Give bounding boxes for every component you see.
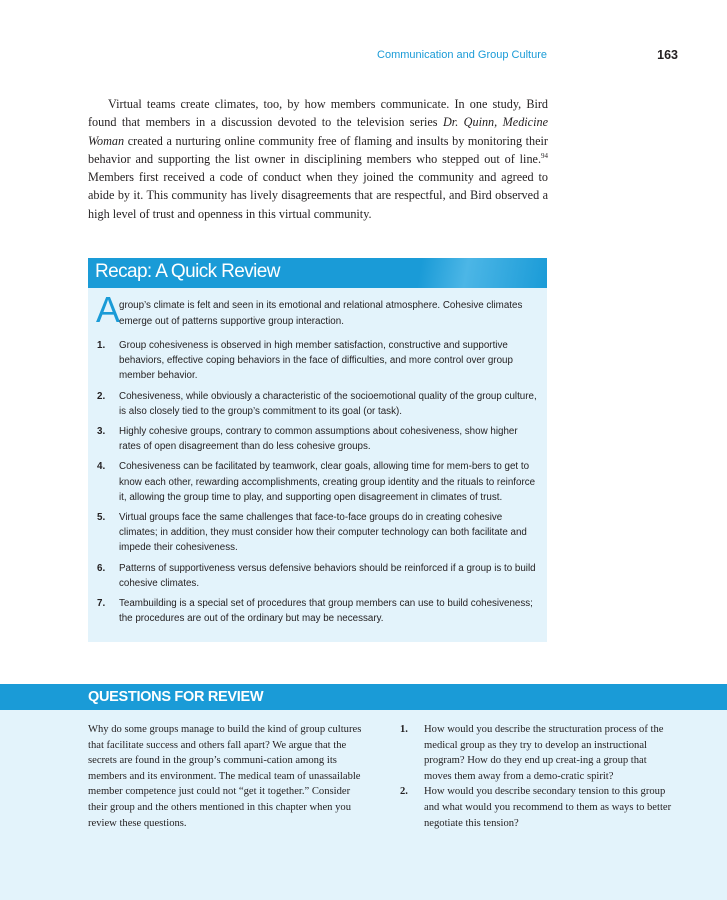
- page-number: 163: [657, 48, 678, 62]
- recap-item-number: 6.: [97, 562, 106, 574]
- question-item: [400, 784, 676, 831]
- recap-item-number: 1.: [97, 340, 106, 351]
- body-text-2: created a nurturing online community free of flaming and insults by monitoring their behavior and supporting the list owner in disciplining members who stepped out of line.: [88, 133, 548, 166]
- question-item: [400, 722, 676, 784]
- recap-item: [88, 459, 547, 505]
- questions-list: [400, 722, 676, 831]
- footnote-ref[interactable]: 94: [541, 151, 548, 160]
- recap-item-number: 5.: [97, 512, 106, 524]
- questions-intro: Why do some groups manage to build the kind of group cultures that facilitate success and others fall apart? We argue that the secrets are found in the group’s communi-cation among its members and its environment. The medical team of unassailable member competence just could not “get it together.” Consider their group and the others mentioned in this chapter when you review these questions.: [88, 724, 362, 829]
- running-title: Communication and Group Culture: [377, 49, 547, 61]
- recap-list: [88, 338, 547, 631]
- recap-intro-text: group’s climate is felt and seen in its emotional and relational atmosphere. Cohesive climates emerge out of patterns supportive group interaction.: [119, 300, 523, 327]
- question-number: 2.: [400, 786, 408, 798]
- recap-item-text: Patterns of supportiveness versus defensive behaviors should be reinforced if a group is to build cohesive climates.: [119, 562, 536, 589]
- recap-item-number: 2.: [97, 390, 106, 402]
- drop-cap: A: [96, 289, 121, 330]
- recap-item-text: Teambuilding is a special set of procedures that group members can use to build cohesiveness; the procedures are out of the ordinary but may be necessary.: [119, 598, 533, 625]
- recap-item: [88, 596, 547, 626]
- recap-item-text: Highly cohesive groups, contrary to common assumptions about cohesiveness, show higher rates of open disagreement than do less cohesive groups.: [119, 426, 518, 453]
- recap-item: [88, 561, 547, 591]
- recap-item: [88, 389, 547, 419]
- recap-box: [88, 258, 547, 642]
- body-text-3: Members first received a code of conduct when they joined the community and agreed to abide by it. This community has lively disagreements that are respectful, and Bird observed a high level of trust and openness in this virtual community.: [88, 170, 548, 221]
- question-text: How would you describe the structuration process of the medical group as they try to develop an instructional program? How do they end up creat-ing a group that moves them away from a demo-cratic spirit?: [424, 724, 664, 782]
- recap-title: Recap: A Quick Review: [95, 261, 280, 282]
- recap-item-number: 3.: [97, 426, 106, 438]
- recap-item-text: Cohesiveness, while obviously a characteristic of the socioemotional quality of the group culture, is also closely tied to the group’s commitment to its goal (or task).: [119, 390, 537, 417]
- recap-item-text: Virtual groups face the same challenges that face-to-face groups do in creating cohesive climates; in addition, they must consider how their computer technology can both facilitate and impede their cohesiveness.: [119, 512, 527, 554]
- recap-item-text: Cohesiveness can be facilitated by teamwork, clear goals, allowing time for mem-bers to get to know each other, rewarding accomplishments, creating group identity and the rituals to reinforce it, allowing the group time to play, and supporting open disagreement in climates of trust.: [119, 461, 536, 503]
- recap-item-number: 7.: [97, 598, 106, 610]
- body-paragraph: [88, 95, 548, 223]
- show-title: Dr. Quinn, Medicine Woman: [88, 115, 548, 148]
- running-head: [0, 49, 727, 65]
- recap-intro: [96, 289, 536, 330]
- recap-item: [88, 338, 547, 384]
- question-text: How would you describe secondary tension to this group and what would you recommend to them as ways to better negotiate this tension?: [424, 786, 672, 829]
- recap-header: [88, 258, 547, 288]
- questions-title: QUESTIONS FOR REVIEW: [88, 689, 264, 705]
- body-text-1: Virtual teams create climates, too, by how members communicate. In one study, Bird found that members in a discussion devoted to the television series: [88, 97, 548, 130]
- questions-header: [0, 684, 727, 710]
- recap-item: [88, 510, 547, 556]
- question-number: 1.: [400, 724, 408, 735]
- recap-item-number: 4.: [97, 461, 106, 473]
- recap-item-text: Group cohesiveness is observed in high member satisfaction, constructive and supportive behaviors, effective coping behaviors in the face of difficulties, and more control over group member behavior.: [119, 340, 513, 382]
- questions-section: [0, 684, 727, 900]
- recap-item: [88, 424, 547, 454]
